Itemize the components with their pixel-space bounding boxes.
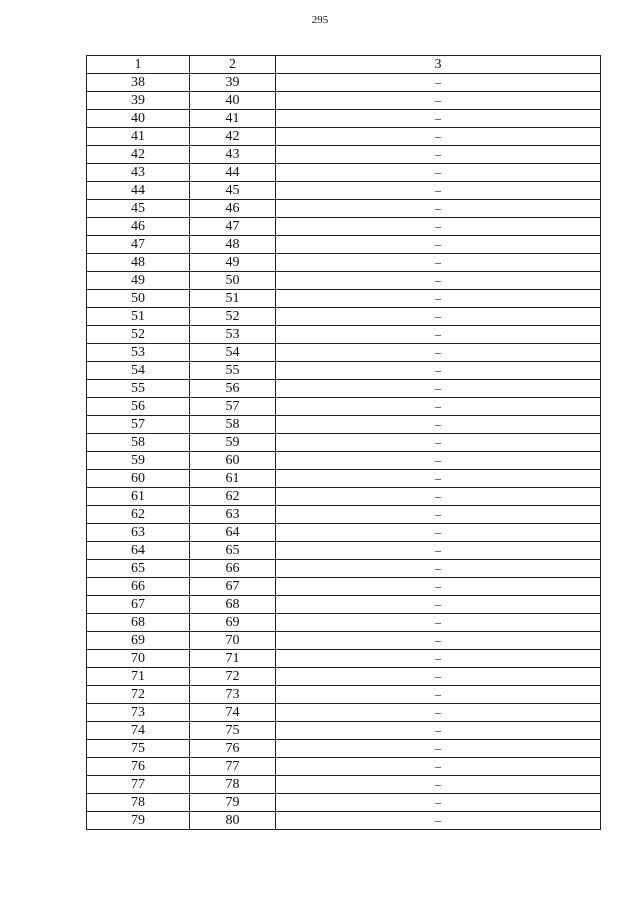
table-row — [87, 542, 601, 560]
table-cell-col-2: 49 — [190, 254, 276, 272]
table-cell-col-2: 52 — [190, 308, 276, 326]
table-cell-col-2: 60 — [190, 452, 276, 470]
table-cell-col-2: 46 — [190, 200, 276, 218]
table-cell-col-1: 64 — [87, 542, 190, 560]
table-cell-col-1: 60 — [87, 470, 190, 488]
table-row — [87, 524, 601, 542]
table-cell-col-1: 42 — [87, 146, 190, 164]
table-row — [87, 812, 601, 830]
table-cell-col-3: – — [276, 110, 601, 128]
table-cell-col-3: – — [276, 308, 601, 326]
table-row — [87, 650, 601, 668]
table-cell-col-1: 66 — [87, 578, 190, 596]
table-cell-col-3: – — [276, 758, 601, 776]
table-cell-col-2: 57 — [190, 398, 276, 416]
table-cell-col-2: 68 — [190, 596, 276, 614]
table-cell-col-1: 77 — [87, 776, 190, 794]
table-cell-col-3: – — [276, 794, 601, 812]
table-cell-col-3: – — [276, 344, 601, 362]
table-cell-col-1: 47 — [87, 236, 190, 254]
table-cell-col-2: 78 — [190, 776, 276, 794]
table-row — [87, 560, 601, 578]
table-cell-col-3: – — [276, 434, 601, 452]
table-cell-col-3: – — [276, 560, 601, 578]
table-cell-col-3: – — [276, 362, 601, 380]
table-row — [87, 254, 601, 272]
table-cell-col-1: 61 — [87, 488, 190, 506]
table-cell-col-3: – — [276, 416, 601, 434]
table-row — [87, 416, 601, 434]
table-cell-col-2: 64 — [190, 524, 276, 542]
table-row — [87, 632, 601, 650]
table-cell-col-1: 75 — [87, 740, 190, 758]
column-header-3: 3 — [276, 56, 601, 74]
table-cell-col-3: – — [276, 326, 601, 344]
table-row — [87, 434, 601, 452]
table-cell-col-2: 69 — [190, 614, 276, 632]
table-cell-col-1: 79 — [87, 812, 190, 830]
table-cell-col-1: 67 — [87, 596, 190, 614]
table-body — [87, 56, 601, 830]
column-header-2: 2 — [190, 56, 276, 74]
table-cell-col-3: – — [276, 272, 601, 290]
table-cell-col-1: 69 — [87, 632, 190, 650]
table-cell-col-1: 48 — [87, 254, 190, 272]
table-cell-col-2: 75 — [190, 722, 276, 740]
table-cell-col-3: – — [276, 452, 601, 470]
table-row — [87, 344, 601, 362]
table-cell-col-3: – — [276, 506, 601, 524]
table-cell-col-1: 58 — [87, 434, 190, 452]
table-row — [87, 668, 601, 686]
table-cell-col-2: 74 — [190, 704, 276, 722]
table-cell-col-2: 44 — [190, 164, 276, 182]
table-cell-col-1: 65 — [87, 560, 190, 578]
table-cell-col-2: 47 — [190, 218, 276, 236]
table-cell-col-1: 68 — [87, 614, 190, 632]
table-cell-col-1: 49 — [87, 272, 190, 290]
table-row — [87, 452, 601, 470]
table-cell-col-1: 41 — [87, 128, 190, 146]
table-cell-col-1: 40 — [87, 110, 190, 128]
table-cell-col-1: 74 — [87, 722, 190, 740]
table-cell-col-1: 45 — [87, 200, 190, 218]
data-table — [86, 55, 601, 830]
table-row — [87, 578, 601, 596]
table-cell-col-2: 62 — [190, 488, 276, 506]
table-cell-col-1: 73 — [87, 704, 190, 722]
table-cell-col-2: 39 — [190, 74, 276, 92]
table-cell-col-3: – — [276, 704, 601, 722]
table-cell-col-3: – — [276, 650, 601, 668]
table-row — [87, 74, 601, 92]
table-cell-col-3: – — [276, 632, 601, 650]
table-cell-col-1: 43 — [87, 164, 190, 182]
table-cell-col-3: – — [276, 290, 601, 308]
table-row — [87, 308, 601, 326]
table-cell-col-3: – — [276, 812, 601, 830]
table-row — [87, 200, 601, 218]
table-cell-col-2: 54 — [190, 344, 276, 362]
page-number: 295 — [311, 14, 329, 26]
table-cell-col-3: – — [276, 164, 601, 182]
table-cell-col-1: 55 — [87, 380, 190, 398]
column-header-1: 1 — [87, 56, 190, 74]
table-cell-col-3: – — [276, 488, 601, 506]
table-cell-col-3: – — [276, 614, 601, 632]
table-row — [87, 614, 601, 632]
table-row — [87, 776, 601, 794]
table-cell-col-3: – — [276, 380, 601, 398]
table-cell-col-1: 56 — [87, 398, 190, 416]
table-cell-col-3: – — [276, 128, 601, 146]
table-row — [87, 362, 601, 380]
table-cell-col-2: 53 — [190, 326, 276, 344]
table-cell-col-2: 76 — [190, 740, 276, 758]
table-cell-col-3: – — [276, 686, 601, 704]
table-cell-col-1: 76 — [87, 758, 190, 776]
table-cell-col-1: 39 — [87, 92, 190, 110]
table-cell-col-1: 59 — [87, 452, 190, 470]
table-row — [87, 758, 601, 776]
table-row — [87, 92, 601, 110]
table-cell-col-3: – — [276, 578, 601, 596]
table-row — [87, 146, 601, 164]
table-cell-col-1: 44 — [87, 182, 190, 200]
table-row — [87, 182, 601, 200]
table-row — [87, 272, 601, 290]
table-cell-col-3: – — [276, 398, 601, 416]
table-row — [87, 704, 601, 722]
table-cell-col-1: 63 — [87, 524, 190, 542]
table-cell-col-3: – — [276, 74, 601, 92]
table-cell-col-2: 65 — [190, 542, 276, 560]
table-cell-col-2: 66 — [190, 560, 276, 578]
table-cell-col-3: – — [276, 218, 601, 236]
table-cell-col-1: 70 — [87, 650, 190, 668]
table-cell-col-1: 57 — [87, 416, 190, 434]
table-cell-col-2: 77 — [190, 758, 276, 776]
table-cell-col-2: 55 — [190, 362, 276, 380]
table-cell-col-2: 41 — [190, 110, 276, 128]
table-cell-col-3: – — [276, 668, 601, 686]
table-row — [87, 236, 601, 254]
table-cell-col-2: 42 — [190, 128, 276, 146]
table-cell-col-3: – — [276, 236, 601, 254]
table-row — [87, 110, 601, 128]
table-cell-col-2: 50 — [190, 272, 276, 290]
table-row — [87, 740, 601, 758]
table-row — [87, 380, 601, 398]
table-cell-col-3: – — [276, 776, 601, 794]
table-cell-col-1: 78 — [87, 794, 190, 812]
table-cell-col-2: 58 — [190, 416, 276, 434]
table-cell-col-2: 43 — [190, 146, 276, 164]
table-cell-col-3: – — [276, 542, 601, 560]
table-cell-col-3: – — [276, 254, 601, 272]
table-cell-col-1: 38 — [87, 74, 190, 92]
table-row — [87, 722, 601, 740]
table-cell-col-3: – — [276, 92, 601, 110]
table-cell-col-1: 54 — [87, 362, 190, 380]
table-cell-col-3: – — [276, 722, 601, 740]
table-row — [87, 218, 601, 236]
table-row — [87, 398, 601, 416]
table-cell-col-2: 70 — [190, 632, 276, 650]
table-cell-col-1: 46 — [87, 218, 190, 236]
table-cell-col-3: – — [276, 596, 601, 614]
table-cell-col-1: 72 — [87, 686, 190, 704]
table-cell-col-1: 62 — [87, 506, 190, 524]
table-cell-col-3: – — [276, 200, 601, 218]
table-cell-col-2: 59 — [190, 434, 276, 452]
table-cell-col-3: – — [276, 470, 601, 488]
table-cell-col-2: 51 — [190, 290, 276, 308]
table-row — [87, 128, 601, 146]
table-cell-col-2: 73 — [190, 686, 276, 704]
table-cell-col-2: 79 — [190, 794, 276, 812]
table-row — [87, 326, 601, 344]
table-cell-col-2: 61 — [190, 470, 276, 488]
table-header-row — [87, 56, 601, 74]
table-cell-col-2: 56 — [190, 380, 276, 398]
table-cell-col-1: 52 — [87, 326, 190, 344]
table-row — [87, 470, 601, 488]
table-cell-col-2: 67 — [190, 578, 276, 596]
table-cell-col-2: 72 — [190, 668, 276, 686]
table-cell-col-1: 71 — [87, 668, 190, 686]
table-cell-col-2: 80 — [190, 812, 276, 830]
table-row — [87, 290, 601, 308]
table-row — [87, 596, 601, 614]
table-row — [87, 164, 601, 182]
table-cell-col-2: 71 — [190, 650, 276, 668]
table-row — [87, 506, 601, 524]
table-cell-col-3: – — [276, 146, 601, 164]
table-cell-col-3: – — [276, 524, 601, 542]
table-cell-col-1: 50 — [87, 290, 190, 308]
table-cell-col-2: 63 — [190, 506, 276, 524]
table-cell-col-1: 51 — [87, 308, 190, 326]
table-cell-col-3: – — [276, 182, 601, 200]
table-row — [87, 794, 601, 812]
table-cell-col-2: 48 — [190, 236, 276, 254]
table-cell-col-1: 53 — [87, 344, 190, 362]
table-row — [87, 686, 601, 704]
table-row — [87, 488, 601, 506]
table-cell-col-2: 45 — [190, 182, 276, 200]
table-cell-col-2: 40 — [190, 92, 276, 110]
table-cell-col-3: – — [276, 740, 601, 758]
